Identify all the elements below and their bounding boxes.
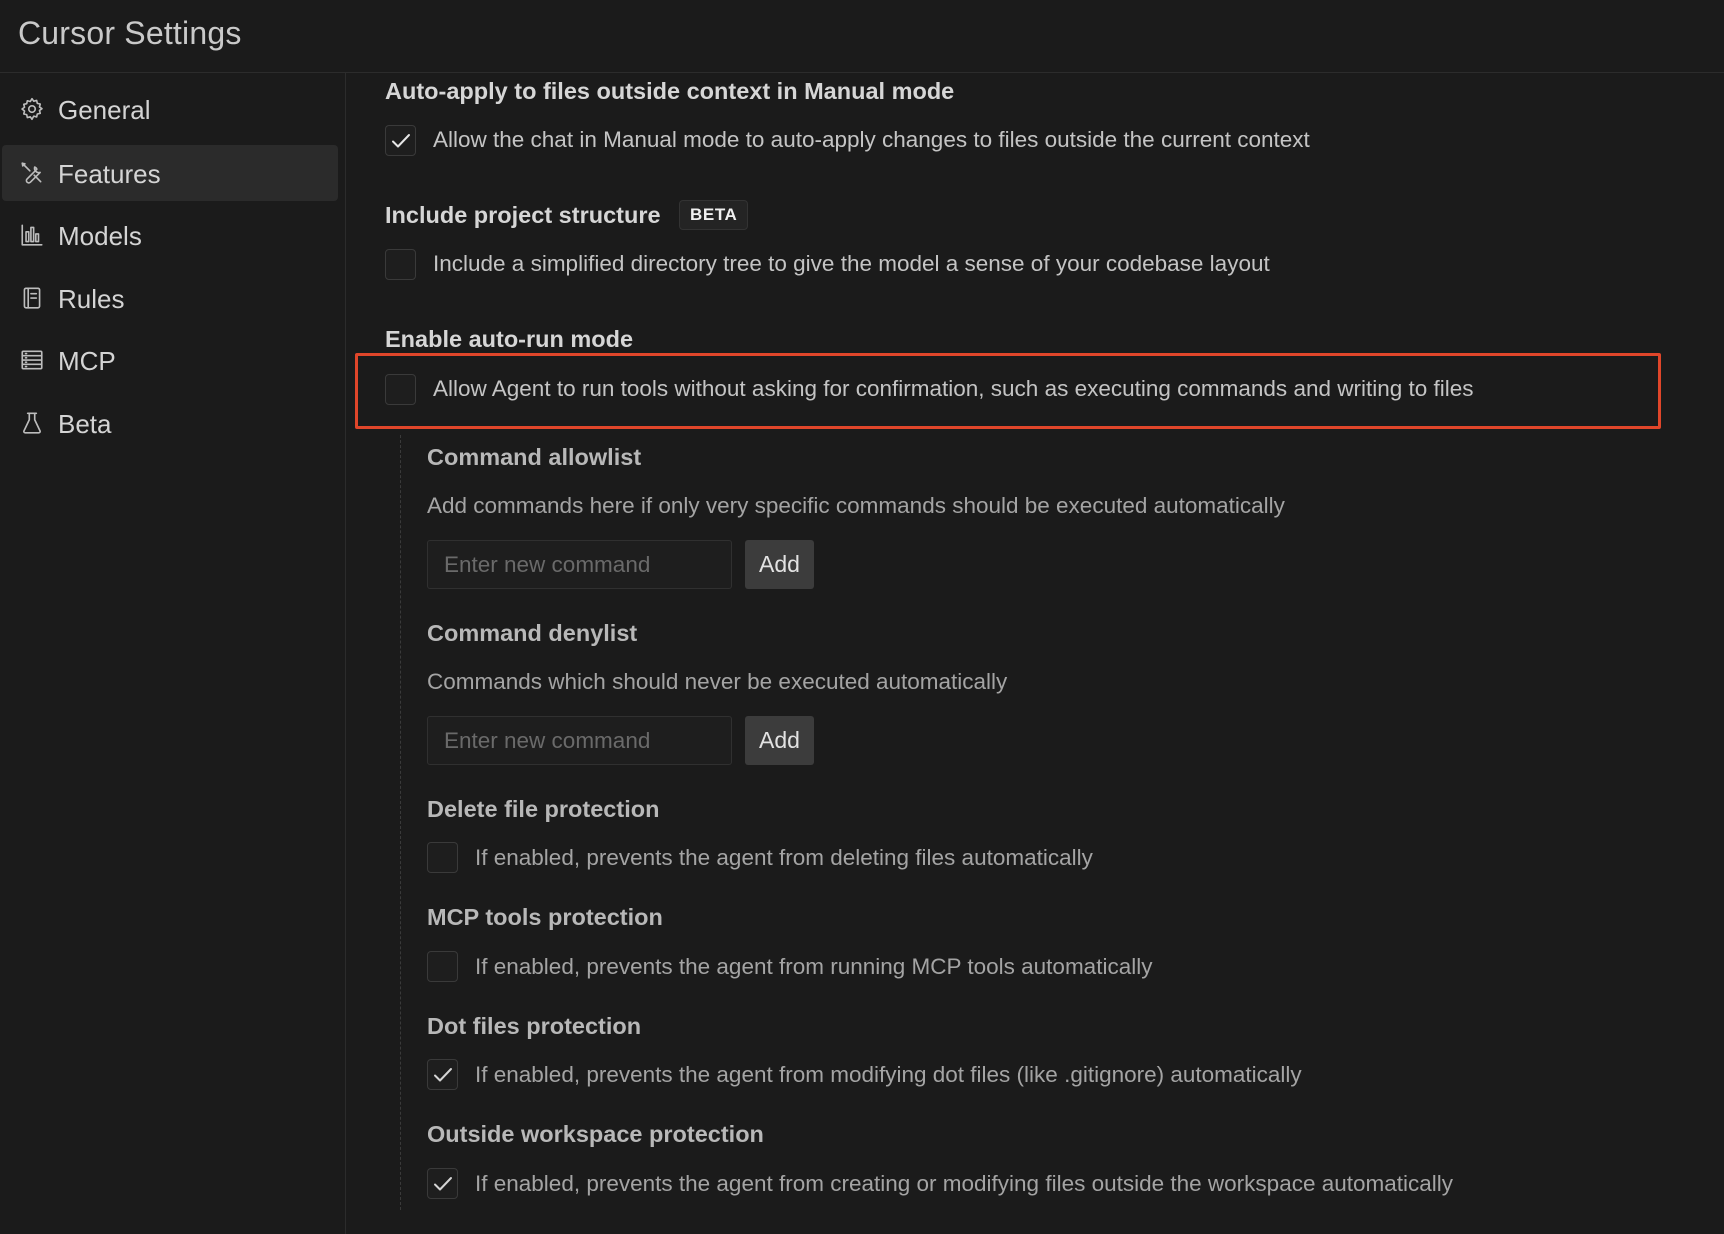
sidebar-item-label: Models bbox=[58, 221, 142, 251]
allowlist-title: Command allowlist bbox=[427, 444, 642, 470]
settings-sidebar bbox=[0, 73, 346, 1234]
flask-icon bbox=[19, 410, 45, 436]
checkmark-icon bbox=[431, 1172, 455, 1196]
gear-icon bbox=[19, 96, 45, 122]
sidebar-item-label: MCP bbox=[58, 346, 116, 376]
sidebar-item-label: Features bbox=[58, 159, 161, 189]
allowlist-input[interactable] bbox=[427, 540, 732, 589]
denylist-title: Command denylist bbox=[427, 620, 638, 646]
auto-apply-checkbox[interactable] bbox=[385, 125, 416, 156]
nested-settings-guide bbox=[400, 435, 401, 1210]
sidebar-item-label: Rules bbox=[58, 284, 125, 314]
mcp-protection-title: MCP tools protection bbox=[427, 904, 663, 930]
workspace-protection-description: If enabled, prevents the agent from creating or modifying files outside the workspace automatically bbox=[475, 1171, 1454, 1196]
mcp-protection-checkbox[interactable] bbox=[427, 951, 458, 982]
sidebar-item-features[interactable] bbox=[2, 145, 338, 201]
workspace-protection-title: Outside workspace protection bbox=[427, 1121, 764, 1147]
project-structure-checkbox[interactable] bbox=[385, 249, 416, 280]
delete-protection-title: Delete file protection bbox=[427, 796, 660, 822]
sidebar-item-beta[interactable] bbox=[2, 395, 338, 451]
project-structure-title: Include project structure bbox=[385, 202, 661, 228]
dotfiles-protection-description: If enabled, prevents the agent from modifying dot files (like .gitignore) automatically bbox=[475, 1062, 1302, 1087]
sidebar-item-models[interactable] bbox=[2, 207, 338, 263]
auto-apply-title: Auto-apply to files outside context in Manual mode bbox=[385, 78, 955, 104]
sidebar-item-rules[interactable] bbox=[2, 270, 338, 326]
denylist-input[interactable] bbox=[427, 716, 732, 765]
auto-run-description: Allow Agent to run tools without asking for confirmation, such as executing commands and writing to files bbox=[433, 376, 1474, 401]
project-structure-description: Include a simplified directory tree to give the model a sense of your codebase layout bbox=[433, 251, 1270, 276]
checkmark-icon bbox=[431, 1063, 455, 1087]
auto-run-checkbox[interactable] bbox=[385, 374, 416, 405]
features-panel bbox=[347, 73, 1724, 1234]
bar-chart-icon bbox=[19, 222, 45, 248]
workspace-protection-checkbox[interactable] bbox=[427, 1168, 458, 1199]
allowlist-description: Add commands here if only very specific commands should be executed automatically bbox=[427, 493, 1285, 518]
beta-badge: BETA bbox=[679, 200, 748, 230]
auto-apply-description: Allow the chat in Manual mode to auto-apply changes to files outside the current context bbox=[433, 127, 1310, 152]
server-icon bbox=[19, 347, 45, 373]
settings-header bbox=[0, 0, 1724, 73]
auto-run-title: Enable auto-run mode bbox=[385, 326, 634, 352]
dotfiles-protection-checkbox[interactable] bbox=[427, 1059, 458, 1090]
page-title: Cursor Settings bbox=[18, 15, 242, 51]
allowlist-add-button[interactable]: Add bbox=[745, 540, 814, 589]
book-icon bbox=[19, 285, 45, 311]
sidebar-item-general[interactable] bbox=[2, 81, 338, 137]
delete-protection-checkbox[interactable] bbox=[427, 842, 458, 873]
checkmark-icon bbox=[389, 129, 413, 153]
dotfiles-protection-title: Dot files protection bbox=[427, 1013, 642, 1039]
mcp-protection-description: If enabled, prevents the agent from running MCP tools automatically bbox=[475, 954, 1153, 979]
sidebar-item-label: Beta bbox=[58, 409, 112, 439]
sidebar-item-mcp[interactable] bbox=[2, 332, 338, 388]
denylist-description: Commands which should never be executed automatically bbox=[427, 669, 1008, 694]
tools-icon bbox=[19, 160, 45, 186]
delete-protection-description: If enabled, prevents the agent from deleting files automatically bbox=[475, 845, 1093, 870]
sidebar-item-label: General bbox=[58, 95, 151, 125]
denylist-add-button[interactable]: Add bbox=[745, 716, 814, 765]
